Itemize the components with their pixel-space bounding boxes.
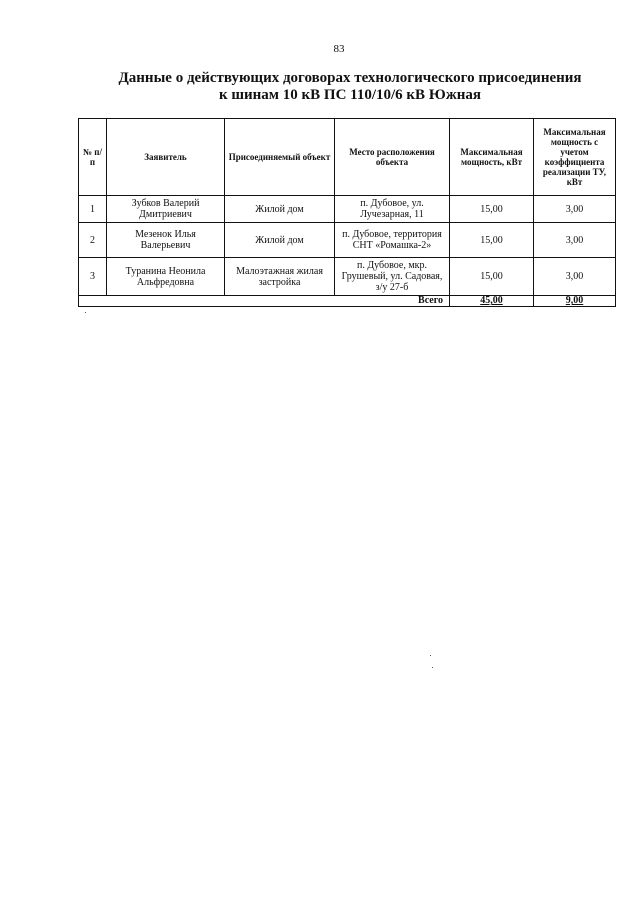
cell-max-power-tu: 3,00 (534, 258, 616, 296)
header-applicant: Заявитель (107, 119, 225, 196)
document-title-line-1: Данные о действующих договорах технологического присоединения (118, 70, 582, 86)
cell-location: п. Дубовое, мкр. Грушевый, ул. Садовая, з/у 27-б (335, 258, 450, 296)
document-title (60, 70, 640, 104)
table-total-row (79, 296, 616, 307)
header-object: Присоединяемый объект (225, 119, 335, 196)
document-title-line-2: к шинам 10 кВ ПС 110/10/6 кВ Южная (218, 87, 482, 103)
total-max-power-tu: 9,00 (534, 296, 616, 307)
page-number: 83 (333, 43, 345, 55)
table-header-row (79, 119, 616, 196)
cell-location: п. Дубовое, территория СНТ «Ромашка-2» (335, 223, 450, 258)
cell-max-power: 15,00 (450, 258, 534, 296)
cell-object: Малоэтажная жилая застройка (225, 258, 335, 296)
cell-object: Жилой дом (225, 223, 335, 258)
scan-speck (85, 312, 86, 313)
cell-max-power-tu: 3,00 (534, 223, 616, 258)
cell-max-power-tu: 3,00 (534, 196, 616, 223)
cell-max-power: 15,00 (450, 196, 534, 223)
table-row (79, 258, 616, 296)
cell-number: 3 (79, 258, 107, 296)
scan-speck (430, 655, 431, 656)
cell-max-power: 15,00 (450, 223, 534, 258)
total-max-power: 45,00 (450, 296, 534, 307)
header-max-power: Максимальная мощность, кВт (450, 119, 534, 196)
cell-object: Жилой дом (225, 196, 335, 223)
header-max-power-tu: Максимальная мощность с учетом коэффициента реализации ТУ, кВт (534, 119, 616, 196)
total-label: Всего (79, 296, 450, 307)
header-location: Место расположения объекта (335, 119, 450, 196)
cell-location: п. Дубовое, ул. Лучезарная, 11 (335, 196, 450, 223)
cell-number: 1 (79, 196, 107, 223)
cell-applicant: Зубков Валерий Дмитриевич (107, 196, 225, 223)
contracts-table (78, 118, 616, 307)
table-row (79, 223, 616, 258)
cell-applicant: Мезенок Илья Валерьевич (107, 223, 225, 258)
cell-number: 2 (79, 223, 107, 258)
cell-applicant: Туранина Неонила Альфредовна (107, 258, 225, 296)
scan-speck (432, 667, 433, 668)
header-number: № п/п (79, 119, 107, 196)
table-row (79, 196, 616, 223)
